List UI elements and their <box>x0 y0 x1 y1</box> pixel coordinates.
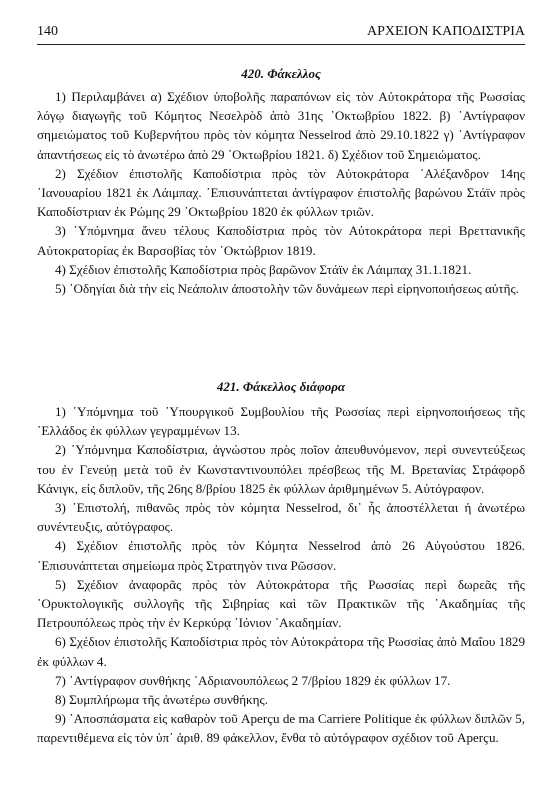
entry-421-4: 4) Σχέδιον ἐπιστολῆς πρὸς τὸν Κόμητα Nesselrod ἀπὸ 26 Αὐγούστου 1826. ᾿Επισυνάπτεται σημείωμα πρὸς Στρατηγὸν τινα Ρῶσσον. <box>37 538 525 573</box>
entry-421-1: 1) ῾Υπόμνημα τοῦ ῾Υπουργικοῦ Συμβουλίου τῆς Ρωσσίας περὶ εἰρηνοποιήσεως τῆς ῾Ελλάδος ἐκ φύλλων γεγραμμένων 13. <box>37 404 525 439</box>
entry-421-2: 2) ῾Υπόμνημα Καποδίστρια, ἀγνώστου πρὸς ποῖον ἀπευθυνόμενον, περὶ συνεντεύξεως του ἐν Γενεύῃ μετὰ τοῦ ἐν Κωνσταντινουπόλει πρέσβεως τῆς Μ. Βρετανίας Στράφορδ Κάνιγκ, εἰς διπλοῦν, τῆς 26ης 8/βρίου 1825 ἐκ φύλλων ἀριθμημένων 5. Αὐτόγραφον. <box>37 442 525 496</box>
header-rule <box>37 44 525 45</box>
entry-420-5: 5) ᾿Οδηγίαι διὰ τὴν εἰς Νεάπολιν ἀποστολὴν τῶν δυνάμεων περὶ εἰρηνοποιήσεως αὐτῆς. <box>55 281 519 297</box>
section-title-420: 420. Φάκελλος <box>241 66 321 81</box>
entry-420-1: 1) Περιλαμβάνει α) Σχέδιον ὑποβολῆς παραπόνων εἰς τὸν Αὐτοκράτορα τῆς Ρωσσίας λόγῳ διαγωγῆς τοῦ Κόμητος Νεσελρὸδ ἀπὸ 31ης ᾿Οκτωβρίου 1822. β) ᾿Αντίγραφον σημειώματος τοῦ Κυβερνήτου πρὸς τὸν κόμητα Nesselrod ἀπὸ 29.10.1822 γ) ᾿Αντίγραφον ἀπαντήσεως εἰς τὸ ἀνωτέρω ἀπὸ 29 ᾿Οκτωβρίου 1821. δ) Σχέδιον τοῦ Σημειώματος. <box>37 89 525 162</box>
section-421-entries <box>37 402 525 748</box>
entry-421-8: 8) Συμπλήρωμα τῆς ἀνωτέρω συνθήκης. <box>55 692 268 708</box>
running-header <box>37 24 525 40</box>
document-page <box>37 0 525 800</box>
section-420-entries <box>37 87 525 298</box>
entry-420-2: 2) Σχέδιον ἐπιστολῆς Καποδίστρια πρὸς τὸν Αὐτοκράτορα ᾿Αλέξανδρον 14ης ᾿Ιανουαρίου 1821 ἐκ Λάιμπαχ. ᾿Επισυνάπτεται ἀντίγραφον ἐπιστολῆς βαρώνου Στάϊν πρὸς Καποδίστριαν ἐκ Ρώμης 29 ᾿Οκτωβρίου 1820 ἐκ φύλλων τριῶν. <box>37 165 525 220</box>
entry-421-7: 7) ᾿Αντίγραφον συνθήκης ᾿Αδριανουπόλεως 2 7/βρίου 1829 ἐκ φύλλων 17. <box>55 672 451 688</box>
entry-421-9: 9) ᾿Αποσπάσματα εἰς καθαρὸν τοῦ Aperçu de ma Carriere Politique ἐκ φύλλων διπλῶν 5, παρεντιθέμενα εἰς τὸν ὑπ᾿ ἀριθ. 89 φάκελλον, ἔνθα τὸ αὐτόγραφον σχέδιον τοῦ Aperçu. <box>37 711 525 746</box>
entry-420-4: 4) Σχέδιον ἐπιστολῆς Καποδίστρια πρὸς βαρῶνον Στάϊν ἐκ Λάιμπαχ 31.1.1821. <box>55 261 472 277</box>
entry-421-6: 6) Σχέδιον ἐπιστολῆς Καποδίστρια πρὸς τὸν Αὐτοκράτορα τῆς Ρωσσίας ἀπὸ Μαΐου 1829 ἐκ φύλλων 4. <box>37 634 525 669</box>
section-title-421: 421. Φάκελλος διάφορα <box>216 379 346 394</box>
entry-421-3: 3) ᾿Επιστολή, πιθανῶς πρὸς τὸν κόμητα Nesselrod, δι᾿ ἧς ἀποστέλλεται ἡ ἀνωτέρω συνέντευξις, αὐτόγραφος. <box>37 500 525 535</box>
running-title: ΑΡΧΕΙΟΝ ΚΑΠΟΔΙΣΤΡΙΑ <box>367 24 525 39</box>
page-number: 140 <box>37 24 58 39</box>
entry-420-3: 3) ῾Υπόμνημα ἄνευ τέλους Καποδίστρια πρὸς τὸν Αὐτοκράτορα περὶ Βρεττανικῆς Αὐτοκρατορίας ἐκ Βαρσοβίας τὸν ᾿Οκτώβριον 1819. <box>37 223 525 258</box>
entry-421-5: 5) Σχέδιον ἀναφορᾶς πρὸς τὸν Αὐτοκράτορα τῆς Ρωσσίας περὶ δωρεᾶς τῆς ᾿Ορυκτολογικῆς συλλογῆς τῆς Σιβηρίας καὶ τῶν Πρακτικῶν τῆς ᾿Ακαδημίας τῆς Πετρουπόλεως πρὸς τὴν ἐν Κερκύρᾳ ᾿Ιόνιον ᾿Ακαδημίαν. <box>37 576 525 631</box>
